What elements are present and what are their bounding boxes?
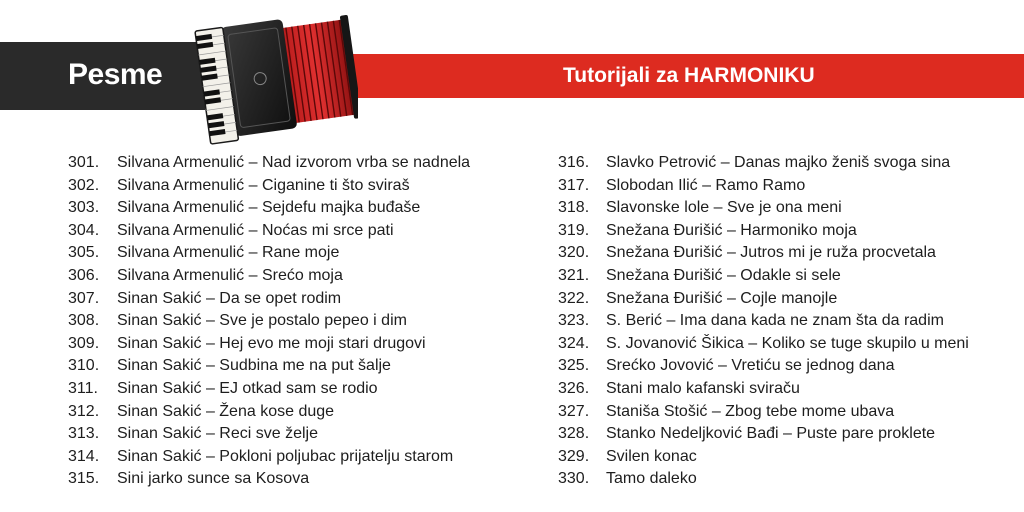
song-number: 321. [558,266,590,284]
song-item [558,220,1018,243]
song-item [68,310,538,333]
song-item [558,423,1018,446]
song-number: 316. [558,154,590,171]
song-number: 307. [68,289,100,307]
song-item [68,197,538,220]
song-title: Slobodan Ilić – Ramo Ramo [606,176,806,194]
song-number: 309. [68,334,100,352]
song-number: 312. [68,402,100,420]
song-item [558,310,1018,333]
song-item [558,378,1018,401]
song-item [558,333,1018,356]
song-title: S. Berić – Ima dana kada ne znam šta da radim [606,312,944,330]
song-number: 308. [68,312,100,330]
song-item [68,288,538,311]
song-title: Silvana Armenulić – Srećo moja [117,266,343,284]
song-title: Srećko Jovović – Vretiću se jednog dana [606,357,895,375]
page-subtitle: Tutorijali za HARMONIKU [563,64,815,87]
song-number: 322. [558,289,590,307]
song-item [558,355,1018,378]
song-item [558,152,1018,175]
song-number: 305. [68,244,100,262]
song-title: Silvana Armenulić – Noćas mi srce pati [117,221,394,239]
song-number: 311. [68,379,98,397]
song-title: Staniša Stošić – Zbog tebe mome ubava [606,402,895,420]
page-title: Pesme [68,58,163,91]
song-title: Snežana Đurišić – Harmoniko moja [606,221,857,239]
song-title: Snežana Đurišić – Odakle si sele [606,266,841,284]
song-title: Silvana Armenulić – Rane moje [117,244,340,262]
song-item [68,152,538,175]
song-item [558,401,1018,424]
song-number: 304. [68,221,100,239]
song-number: 323. [558,312,590,330]
song-number: 313. [68,425,100,443]
song-title: Tamo daleko [606,470,697,488]
song-number: 318. [558,199,590,217]
song-number: 329. [558,447,590,465]
song-number: 320. [558,244,590,262]
song-item [68,423,538,446]
song-item [68,175,538,198]
song-title: Stani malo kafanski sviraču [606,379,800,397]
song-item [558,468,1018,491]
song-item [558,242,1018,265]
song-item [558,265,1018,288]
song-number: 325. [558,357,590,375]
song-number: 326. [558,379,590,397]
song-number: 301. [68,154,100,171]
song-number: 327. [558,402,590,420]
song-title: Sinan Sakić – Pokloni poljubac prijatelju starom [117,447,454,465]
song-item [558,175,1018,198]
song-number: 303. [68,199,100,217]
song-title: Sinan Sakić – Reci sve želje [117,425,318,443]
song-list-left [68,152,538,491]
song-title: Sinan Sakić – Žena kose duge [117,402,335,420]
song-number: 310. [68,357,100,375]
song-number: 315. [68,470,100,488]
song-number: 302. [68,176,100,194]
song-item [558,197,1018,220]
song-number: 330. [558,470,590,488]
song-title: S. Jovanović Šikica – Koliko se tuge skupilo u meni [606,334,969,352]
song-title: Slavonske lole – Sve je ona meni [606,199,842,217]
song-title: Stanko Nedeljković Bađi – Puste pare proklete [606,425,936,443]
song-item [68,355,538,378]
accordion-image [190,8,358,150]
song-number: 319. [558,221,590,239]
song-number: 306. [68,266,100,284]
song-item [68,265,538,288]
song-title: Silvana Armenulić – Ciganine ti što sviraš [117,176,410,194]
song-title: Sinan Sakić – EJ otkad sam se rodio [117,379,378,397]
song-title: Sinan Sakić – Da se opet rodim [117,289,342,307]
song-title: Snežana Đurišić – Cojle manojle [606,289,838,307]
song-title: Svilen konac [606,447,697,465]
song-item [68,468,538,491]
song-number: 324. [558,334,590,352]
song-title: Sini jarko sunce sa Kosova [117,470,310,488]
song-item [68,220,538,243]
song-list-right [558,152,1018,491]
song-title: Sinan Sakić – Sudbina me na put šalje [117,357,391,375]
song-title: Silvana Armenulić – Nad izvorom vrba se nadnela [117,154,471,171]
song-title: Sinan Sakić – Sve je postalo pepeo i dim [117,312,407,330]
song-item [68,446,538,469]
song-item [558,446,1018,469]
song-item [68,378,538,401]
song-title: Sinan Sakić – Hej evo me moji stari drugovi [117,334,426,352]
song-title: Silvana Armenulić – Sejdefu majka buđaše [117,199,421,217]
song-item [68,401,538,424]
song-number: 314. [68,447,100,465]
song-item [558,288,1018,311]
song-title: Snežana Đurišić – Jutros mi je ruža procvetala [606,244,936,262]
song-number: 317. [558,176,590,194]
song-title: Slavko Petrović – Danas majko ženiš svoga sina [606,154,951,171]
song-item [68,333,538,356]
song-item [68,242,538,265]
song-number: 328. [558,425,590,443]
